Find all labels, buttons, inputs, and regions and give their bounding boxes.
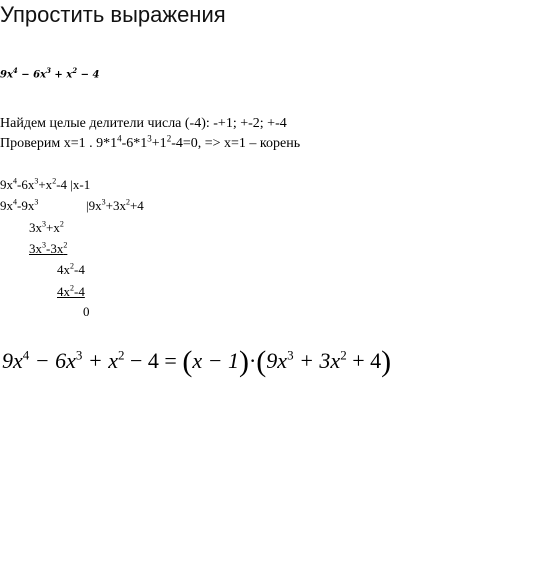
exponent: 3 bbox=[101, 197, 106, 207]
division-row-6 bbox=[57, 284, 85, 299]
exponent: 2 bbox=[340, 347, 347, 363]
term: + x bbox=[50, 69, 73, 81]
text: +x bbox=[38, 177, 53, 192]
exponent: 2 bbox=[118, 347, 125, 363]
term: 9x bbox=[2, 348, 23, 373]
division-remainder: 0 bbox=[83, 304, 90, 319]
close-paren: ) bbox=[238, 345, 249, 378]
term: + 4 bbox=[346, 348, 382, 373]
factor: x − 1 bbox=[192, 348, 239, 373]
text: 3x bbox=[29, 220, 42, 235]
exponent: 3 bbox=[34, 197, 39, 207]
text: +4 bbox=[129, 198, 144, 213]
division-row-3 bbox=[29, 220, 64, 235]
text: 9x bbox=[0, 198, 13, 213]
check-line bbox=[0, 133, 301, 152]
exponent: 2 bbox=[59, 219, 64, 229]
close-paren: ) bbox=[381, 345, 392, 378]
exponent: 4 bbox=[12, 66, 18, 75]
exponent: 2 bbox=[166, 133, 172, 144]
exponent: 2 bbox=[125, 197, 130, 207]
text: -4 bbox=[74, 284, 85, 299]
exponent: 3 bbox=[34, 176, 39, 186]
exponent: 4 bbox=[13, 176, 17, 186]
exponent: 3 bbox=[75, 347, 83, 363]
exponent: 3 bbox=[42, 240, 46, 250]
text: 4x bbox=[57, 262, 70, 277]
exponent: 3 bbox=[42, 219, 46, 229]
term: − 4 = bbox=[124, 348, 183, 373]
exponent: 3 bbox=[46, 66, 51, 75]
text: +1 bbox=[151, 136, 167, 151]
exponent: 3 bbox=[287, 347, 294, 363]
term: + 3x bbox=[293, 348, 341, 373]
text: -3x bbox=[46, 241, 64, 256]
text: 3x bbox=[29, 241, 42, 256]
final-factorization bbox=[2, 345, 391, 379]
exponent: 4 bbox=[22, 347, 30, 363]
expression bbox=[0, 66, 99, 80]
exponent: 2 bbox=[70, 261, 74, 271]
text: +x bbox=[46, 220, 60, 235]
term: − 4 bbox=[77, 69, 100, 81]
term: − 6x bbox=[17, 69, 47, 81]
exponent: 4 bbox=[13, 197, 17, 207]
exponent: 3 bbox=[147, 133, 152, 144]
term: − 6x bbox=[29, 348, 76, 373]
term: 9x bbox=[0, 69, 13, 81]
division-row-2-quotient bbox=[86, 198, 144, 213]
exponent: 4 bbox=[117, 133, 122, 144]
text: +3x bbox=[105, 198, 126, 213]
open-paren: ( bbox=[182, 345, 193, 378]
division-row-1 bbox=[0, 177, 90, 192]
page-title: Упростить выражения bbox=[0, 2, 226, 27]
divisors-line: Найдем целые делители числа (-4): -+1; +-2; +-4 bbox=[0, 116, 287, 131]
term: 9x bbox=[266, 348, 288, 373]
multiply-dot: · bbox=[248, 348, 257, 373]
text: 9x bbox=[0, 177, 13, 192]
text: -4=0, => x=1 – корень bbox=[171, 136, 301, 151]
text: Проверим x=1 . 9*1 bbox=[0, 136, 118, 151]
division-row-2-left bbox=[0, 198, 38, 213]
text: 4x bbox=[57, 284, 70, 299]
text: -6*1 bbox=[121, 136, 148, 151]
text: -4 bbox=[74, 262, 85, 277]
text: -9x bbox=[17, 198, 35, 213]
text: -6x bbox=[17, 177, 35, 192]
text: |9x bbox=[86, 198, 102, 213]
division-row-5 bbox=[57, 262, 85, 277]
exponent: 2 bbox=[70, 283, 74, 293]
exponent: 2 bbox=[52, 176, 57, 186]
term: + x bbox=[82, 348, 119, 373]
division-row-4 bbox=[29, 241, 67, 256]
exponent: 2 bbox=[63, 240, 68, 250]
exponent: 2 bbox=[72, 66, 78, 75]
text: -4 |x-1 bbox=[56, 177, 91, 192]
open-paren: ( bbox=[256, 345, 267, 378]
